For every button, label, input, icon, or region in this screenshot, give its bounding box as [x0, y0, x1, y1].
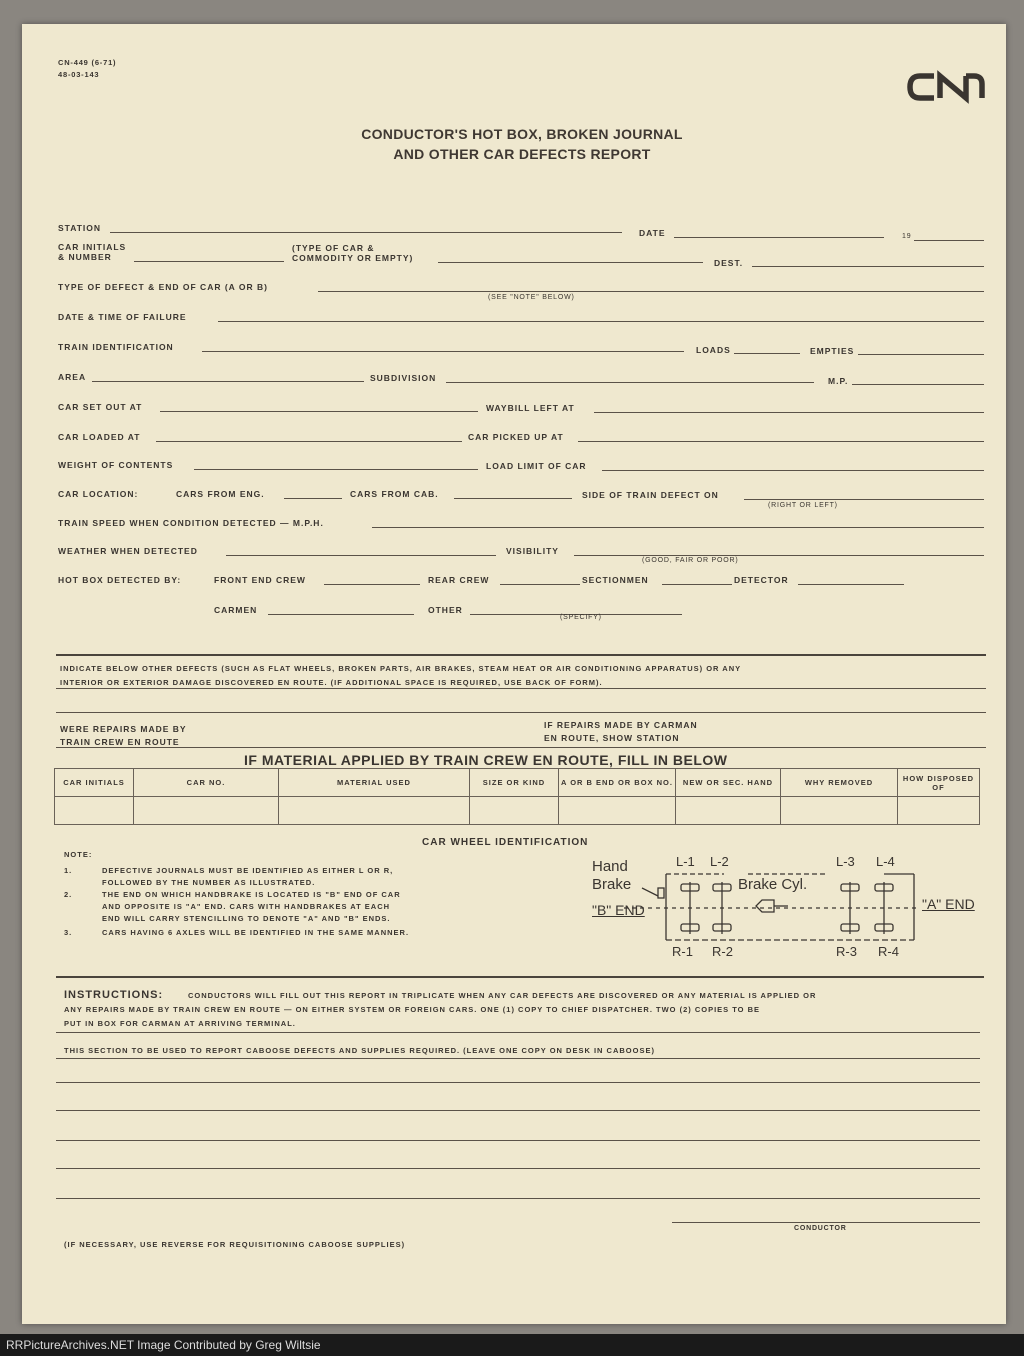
subdivision-field[interactable]	[446, 382, 814, 383]
col-car-no: CAR NO.	[134, 769, 279, 797]
year-field[interactable]	[914, 240, 984, 241]
train-speed-field[interactable]	[372, 527, 984, 528]
note-2-line2: AND OPPOSITE IS "A" END. CARS WITH HANDBRAKES AT EACH	[102, 902, 391, 911]
detector-field[interactable]	[798, 584, 904, 585]
year-label: 19	[902, 233, 912, 240]
form-title-line2: AND OTHER CAR DEFECTS REPORT	[393, 146, 651, 162]
see-note-label: (SEE "NOTE" BELOW)	[488, 294, 575, 301]
form-number: CN-449 (6-71)	[58, 58, 117, 67]
train-id-label: TRAIN IDENTIFICATION	[58, 342, 174, 352]
visibility-field[interactable]	[574, 555, 984, 556]
date-time-failure-label: DATE & TIME OF FAILURE	[58, 312, 187, 322]
cell-input[interactable]	[134, 797, 279, 825]
material-heading: IF MATERIAL APPLIED BY TRAIN CREW EN ROUTE, FILL IN BELOW	[244, 752, 728, 768]
col-new-sec-hand: NEW OR SEC. HAND	[676, 769, 781, 797]
visibility-label: VISIBILITY	[506, 546, 559, 556]
weight-contents-label: WEIGHT OF CONTENTS	[58, 460, 174, 470]
hot-box-detected-label: HOT BOX DETECTED BY:	[58, 575, 182, 585]
caboose-line[interactable]	[56, 1198, 980, 1199]
col-size-kind: SIZE OR KIND	[470, 769, 559, 797]
hand-label: Hand	[592, 858, 628, 875]
carmen-label: CARMEN	[214, 605, 258, 615]
form-title-line1: CONDUCTOR'S HOT BOX, BROKEN JOURNAL	[361, 126, 683, 142]
col-material-used: MATERIAL USED	[279, 769, 470, 797]
note-2-line3: END WILL CARRY STENCILLING TO DENOTE "A" AND "B" ENDS.	[102, 914, 391, 923]
conductor-signature-field[interactable]	[672, 1222, 980, 1223]
divider	[56, 976, 984, 978]
wheel-label-r3: R-3	[836, 944, 857, 959]
detector-label: DETECTOR	[734, 575, 789, 585]
cell-input[interactable]	[898, 797, 980, 825]
train-speed-label: TRAIN SPEED WHEN CONDITION DETECTED — M.P.H.	[58, 518, 324, 528]
note-1-line2: FOLLOWED BY THE NUMBER AS ILLUSTRATED.	[102, 878, 316, 887]
sectionmen-field[interactable]	[662, 584, 732, 585]
cars-from-eng-label: CARS FROM ENG.	[176, 489, 265, 499]
col-car-initials: CAR INITIALS	[55, 769, 134, 797]
rear-crew-label: REAR CREW	[428, 575, 490, 585]
type-defect-field[interactable]	[318, 291, 984, 292]
repairs-train-crew-label-1: WERE REPAIRS MADE BY	[60, 724, 187, 734]
instructions-label: INSTRUCTIONS:	[64, 989, 164, 1001]
b-end-label: "B" END	[592, 902, 645, 918]
side-train-field[interactable]	[744, 499, 984, 500]
front-end-crew-field[interactable]	[324, 584, 420, 585]
cn-logo	[906, 70, 986, 109]
col-how-disposed: HOW DISPOSED OF	[898, 769, 980, 797]
weight-contents-field[interactable]	[194, 469, 478, 470]
brake-cyl-label: Brake Cyl.	[738, 876, 808, 893]
note-1-num: 1.	[64, 866, 73, 875]
car-number-field[interactable]	[134, 261, 284, 262]
area-label: AREA	[58, 372, 87, 382]
car-picked-up-label: CAR PICKED UP AT	[468, 432, 564, 442]
wheel-label-r4: R-4	[878, 944, 899, 959]
caboose-line[interactable]	[56, 1168, 980, 1169]
type-of-car-label: (TYPE OF CAR &	[292, 243, 375, 253]
load-limit-label: LOAD LIMIT OF CAR	[486, 461, 587, 471]
image-credit: RRPictureArchives.NET Image Contributed by Greg Wiltsie	[0, 1334, 1024, 1356]
empties-field[interactable]	[858, 354, 984, 355]
instructions-line3: PUT IN BOX FOR CARMAN AT ARRIVING TERMINAL.	[64, 1019, 296, 1028]
car-location-label: CAR LOCATION:	[58, 489, 139, 499]
reverse-note: (IF NECESSARY, USE REVERSE FOR REQUISITIONING CABOOSE SUPPLIES)	[64, 1240, 406, 1249]
carmen-field[interactable]	[268, 614, 414, 615]
other-defects-text-1: INDICATE BELOW OTHER DEFECTS (SUCH AS FLAT WHEELS, BROKEN PARTS, AIR BRAKES, STEAM HEAT OR AIR CONDITIONING APPARATUS) OR ANY	[60, 664, 742, 673]
caboose-line[interactable]	[56, 1082, 980, 1083]
note-2-line1: THE END ON WHICH HANDBRAKE IS LOCATED IS "B" END OF CAR	[102, 890, 401, 899]
conductor-label: CONDUCTOR	[794, 1225, 847, 1232]
cars-from-cab-label: CARS FROM CAB.	[350, 489, 439, 499]
waybill-left-field[interactable]	[594, 412, 984, 413]
other-label: OTHER	[428, 605, 463, 615]
table-header-row	[55, 769, 980, 797]
wheel-diagram	[588, 854, 984, 964]
repairs-line[interactable]	[56, 747, 986, 748]
cars-from-cab-field[interactable]	[454, 498, 572, 499]
car-loaded-label: CAR LOADED AT	[58, 432, 141, 442]
brake-label: Brake	[592, 876, 632, 893]
repairs-carman-label-2: EN ROUTE, SHOW STATION	[544, 733, 680, 743]
dest-label: DEST.	[714, 258, 744, 268]
car-initials-label: CAR INITIALS	[58, 242, 127, 252]
wheel-label-r2: R-2	[712, 944, 733, 959]
other-defects-line[interactable]	[56, 688, 986, 689]
mp-label: M.P.	[828, 376, 849, 386]
mp-field[interactable]	[852, 384, 984, 385]
front-end-crew-label: FRONT END CREW	[214, 575, 306, 585]
divider	[56, 1032, 980, 1033]
car-picked-up-field[interactable]	[578, 441, 984, 442]
wheel-label-l2: L-2	[710, 854, 729, 869]
wheel-label-l3: L-3	[836, 854, 855, 869]
date-field[interactable]	[674, 237, 884, 238]
cell-input[interactable]	[55, 797, 134, 825]
subdivision-label: SUBDIVISION	[370, 373, 437, 383]
station-label: STATION	[58, 223, 102, 233]
rear-crew-field[interactable]	[500, 584, 580, 585]
commodity-field[interactable]	[438, 262, 703, 263]
form-paper	[22, 24, 1006, 1324]
car-number-label: & NUMBER	[58, 252, 112, 262]
specify-hint: (SPECIFY)	[560, 614, 602, 621]
weather-label: WEATHER WHEN DETECTED	[58, 546, 198, 556]
wheel-label-l4: L-4	[876, 854, 895, 869]
note-1-line1: DEFECTIVE JOURNALS MUST BE IDENTIFIED AS EITHER L OR R,	[102, 866, 394, 875]
note-label: NOTE:	[64, 850, 93, 859]
table-row	[55, 797, 980, 825]
instructions-line2: ANY REPAIRS MADE BY TRAIN CREW EN ROUTE — ON EITHER SYSTEM OR FOREIGN CARS. ONE (1) COPY TO CHIEF DISPATCHER. TWO (2) COPIES TO BE	[64, 1005, 761, 1014]
cell-input[interactable]	[279, 797, 470, 825]
instructions-line1: CONDUCTORS WILL FILL OUT THIS REPORT IN TRIPLICATE WHEN ANY CAR DEFECTS ARE DISCOVERED OR ANY MATERIAL IS APPLIED OR	[188, 991, 817, 1000]
cell-input[interactable]	[676, 797, 781, 825]
dest-field[interactable]	[752, 266, 984, 267]
col-why-removed: WHY REMOVED	[781, 769, 898, 797]
other-defects-text-2: INTERIOR OR EXTERIOR DAMAGE DISCOVERED EN ROUTE. (IF ADDITIONAL SPACE IS REQUIRED, USE BACK OF FORM).	[60, 678, 603, 687]
note-3-line1: CARS HAVING 6 AXLES WILL BE IDENTIFIED IN THE SAME MANNER.	[102, 928, 410, 937]
right-left-hint: (RIGHT OR LEFT)	[768, 502, 838, 509]
col-end-box: A OR B END OR BOX NO.	[559, 769, 676, 797]
load-limit-field[interactable]	[602, 470, 984, 471]
material-table	[54, 768, 980, 825]
caboose-line[interactable]	[56, 1110, 980, 1111]
caboose-section-label: THIS SECTION TO BE USED TO REPORT CABOOSE DEFECTS AND SUPPLIES REQUIRED. (LEAVE ONE COPY ON DESK IN CABOOSE)	[64, 1046, 655, 1055]
empties-label: EMPTIES	[810, 346, 855, 356]
caboose-line[interactable]	[56, 1140, 980, 1141]
wheel-label-r1: R-1	[672, 944, 693, 959]
cell-input[interactable]	[559, 797, 676, 825]
divider	[56, 654, 986, 656]
note-3-num: 3.	[64, 928, 73, 937]
other-defects-line[interactable]	[56, 712, 986, 713]
train-id-field[interactable]	[202, 351, 684, 352]
weather-field[interactable]	[226, 555, 496, 556]
good-fair-poor-hint: (GOOD, FAIR OR POOR)	[642, 557, 739, 564]
loads-field[interactable]	[734, 353, 800, 354]
date-time-failure-field[interactable]	[218, 321, 984, 322]
cell-input[interactable]	[781, 797, 898, 825]
waybill-left-label: WAYBILL LEFT AT	[486, 403, 575, 413]
repairs-carman-label-1: IF REPAIRS MADE BY CARMAN	[544, 720, 698, 730]
date-label: DATE	[639, 228, 666, 238]
repairs-train-crew-label-2: TRAIN CREW EN ROUTE	[60, 737, 180, 747]
car-set-out-field[interactable]	[160, 411, 478, 412]
cars-from-eng-field[interactable]	[284, 498, 342, 499]
loads-label: LOADS	[696, 345, 731, 355]
a-end-label: "A" END	[922, 896, 975, 912]
note-2-num: 2.	[64, 890, 73, 899]
form-code: 48-03-143	[58, 70, 100, 79]
wheel-heading: CAR WHEEL IDENTIFICATION	[422, 837, 589, 848]
commodity-label: COMMODITY OR EMPTY)	[292, 253, 414, 263]
caboose-line[interactable]	[56, 1058, 980, 1059]
side-train-label: SIDE OF TRAIN DEFECT ON	[582, 490, 719, 500]
station-field[interactable]	[110, 232, 622, 233]
car-loaded-field[interactable]	[156, 441, 462, 442]
sectionmen-label: SECTIONMEN	[582, 575, 649, 585]
car-set-out-label: CAR SET OUT AT	[58, 402, 143, 412]
area-field[interactable]	[92, 381, 364, 382]
wheel-label-l1: L-1	[676, 854, 695, 869]
cell-input[interactable]	[470, 797, 559, 825]
type-defect-label: TYPE OF DEFECT & END OF CAR (A OR B)	[58, 282, 268, 292]
